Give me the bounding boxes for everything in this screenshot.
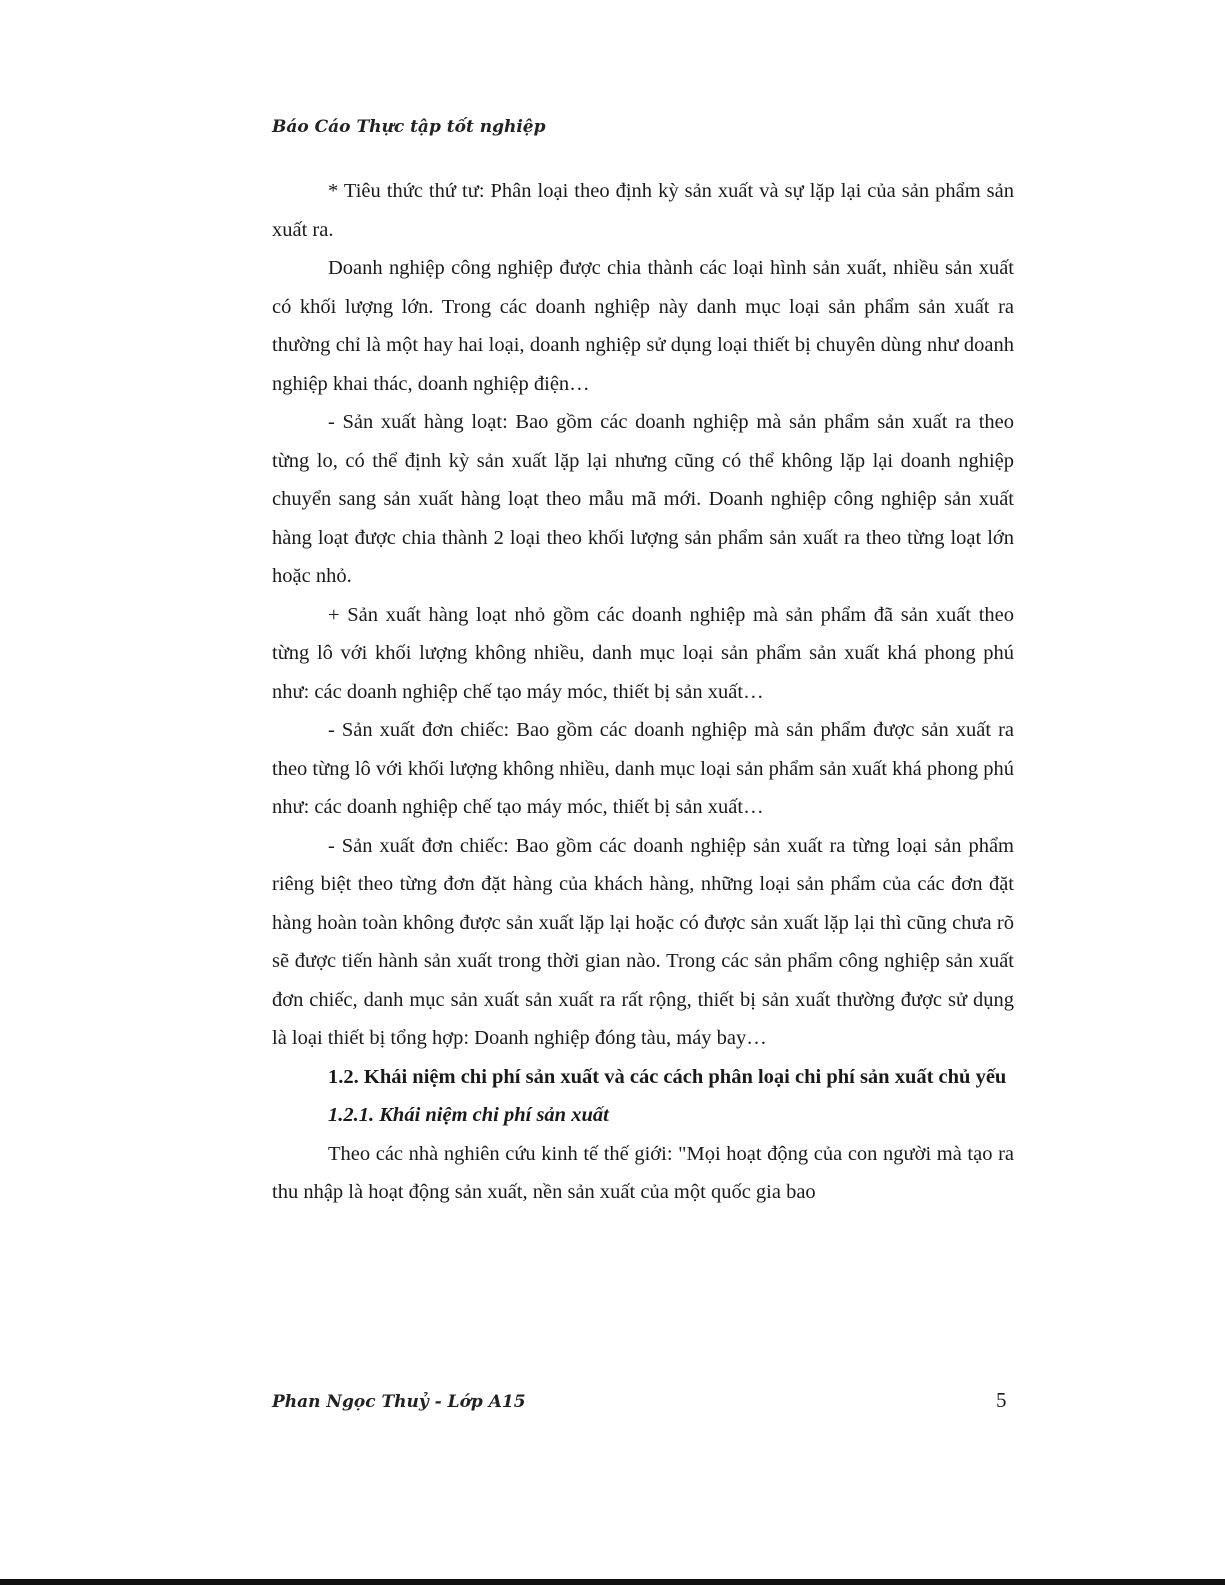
bottom-rule: [0, 1579, 1225, 1585]
section-heading: 1.2. Khái niệm chi phí sản xuất và các cách phân loại chi phí sản xuất chủ yếu: [328, 1065, 1007, 1088]
paragraph: * Tiêu thức thứ tư: Phân loại theo định kỳ sản xuất và sự lặp lại của sản phẩm sản xuất ra.: [272, 180, 1014, 241]
subsection-heading: 1.2.1. Khái niệm chi phí sản xuất: [328, 1104, 609, 1126]
page-number: 5: [996, 1388, 1007, 1412]
paragraph: Theo các nhà nghiên cứu kinh tế thế giới: "Mọi hoạt động của con người mà tạo ra thu nhập là hoạt động sản xuất, nền sản xuất của một quốc gia bao: [272, 1142, 1014, 1203]
running-header: Báo Cáo Thực tập tốt nghiệp: [272, 117, 546, 137]
paragraph: - Sản xuất đơn chiếc: Bao gồm các doanh nghiệp mà sản phẩm được sản xuất ra theo từng lô với khối lượng không nhiều, danh mục loại sản phẩm sản xuất khá phong phú như: các doanh nghiệp chế tạo máy móc, thiết bị sản xuất…: [272, 719, 1014, 818]
paragraph: Doanh nghiệp công nghiệp được chia thành các loại hình sản xuất, nhiều sản xuất có khối lượng lớn. Trong các doanh nghiệp này danh mục loại sản phẩm sản xuất ra thường chỉ là một hay hai loại, doanh nghiệp sử dụng loại thiết bị chuyên dùng như doanh nghiệp khai thác, doanh nghiệp điện…: [272, 257, 1014, 395]
paragraph: + Sản xuất hàng loạt nhỏ gồm các doanh nghiệp mà sản phẩm đã sản xuất theo từng lô với khối lượng không nhiều, danh mục loại sản phẩm sản xuất khá phong phú như: các doanh nghiệp chế tạo máy móc, thiết bị sản xuất…: [272, 603, 1014, 703]
body-text: [272, 172, 1014, 1212]
footer-author: Phan Ngọc Thuỷ - Lớp A15: [272, 1392, 526, 1412]
paragraph: - Sản xuất đơn chiếc: Bao gồm các doanh nghiệp sản xuất ra từng loại sản phẩm riêng biệt theo từng đơn đặt hàng của khách hàng, những loại sản phẩm của các đơn đặt hàng hoàn toàn không được sản xuất lặp lại hoặc có được sản xuất lặp lại thì cũng chưa rõ sẽ được tiến hành sản xuất trong thời gian nào. Trong các sản phẩm công nghiệp sản xuất đơn chiếc, danh mục sản xuất sản xuất ra rất rộng, thiết bị sản xuất thường được sử dụng là loại thiết bị tổng hợp: Doanh nghiệp đóng tàu, máy bay…: [272, 834, 1014, 1049]
paragraph: - Sản xuất hàng loạt: Bao gồm các doanh nghiệp mà sản phẩm sản xuất ra theo từng lo, có thể định kỳ sản xuất lặp lại nhưng cũng có thể không lặp lại doanh nghiệp chuyển sang sản xuất hàng loạt theo mẫu mã mới. Doanh nghiệp công nghiệp sản xuất hàng loạt được chia thành 2 loại theo khối lượng sản phẩm sản xuất ra theo từng loạt lớn hoặc nhỏ.: [272, 411, 1014, 587]
